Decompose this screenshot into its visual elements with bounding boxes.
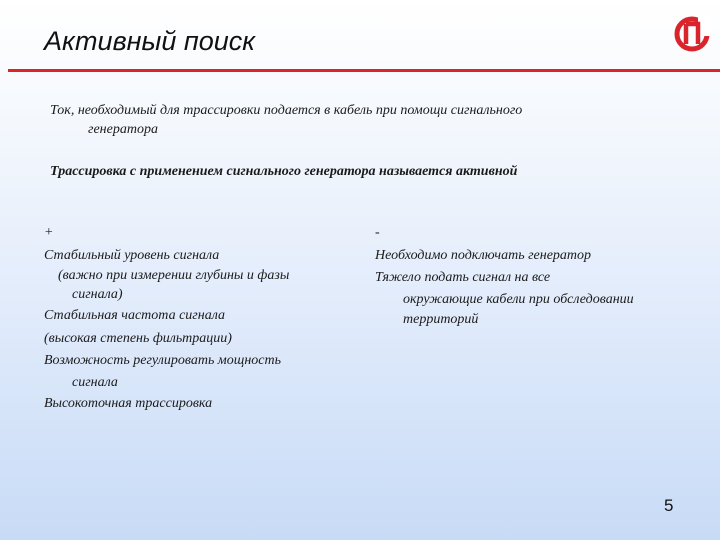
disadvantage-item: Тяжело подать сигнал на все bbox=[375, 270, 551, 285]
definition-paragraph: Трассировка с применением сигнального генератора называется активной bbox=[50, 164, 518, 179]
disadvantages-marker: - bbox=[375, 225, 380, 240]
intro-line-2: генератора bbox=[88, 122, 158, 137]
disadvantages-list bbox=[375, 222, 685, 330]
disadvantage-item-cont: окружающие кабели при обследовании bbox=[403, 291, 634, 307]
slide-title: Активный поиск bbox=[44, 26, 256, 56]
advantage-item: (высокая степень фильтрации) bbox=[44, 330, 232, 346]
advantages-marker: + bbox=[44, 225, 54, 240]
advantage-item: Стабильный уровень сигнала bbox=[44, 247, 220, 263]
intro-paragraph bbox=[50, 101, 650, 139]
title-divider bbox=[8, 69, 720, 72]
advantage-note-cont: сигнала) bbox=[72, 287, 123, 302]
disadvantage-item-cont: территорий bbox=[403, 311, 479, 327]
page-number: 5 bbox=[664, 496, 674, 515]
advantage-item: Возможность регулировать мощность bbox=[44, 353, 281, 368]
advantage-item: Высокоточная трассировка bbox=[44, 395, 213, 411]
advantage-note: (важно при измерении глубины и фазы bbox=[58, 268, 290, 283]
advantages-list bbox=[44, 222, 344, 415]
advantage-item: Стабильная частота сигнала bbox=[44, 308, 225, 323]
advantage-item-cont: сигнала bbox=[72, 374, 118, 390]
disadvantage-item: Необходимо подключать генератор bbox=[375, 247, 592, 263]
company-logo-icon bbox=[672, 12, 712, 56]
intro-line-1: Ток, необходимый для трассировки подается в кабель при помощи сигнального bbox=[50, 103, 523, 118]
